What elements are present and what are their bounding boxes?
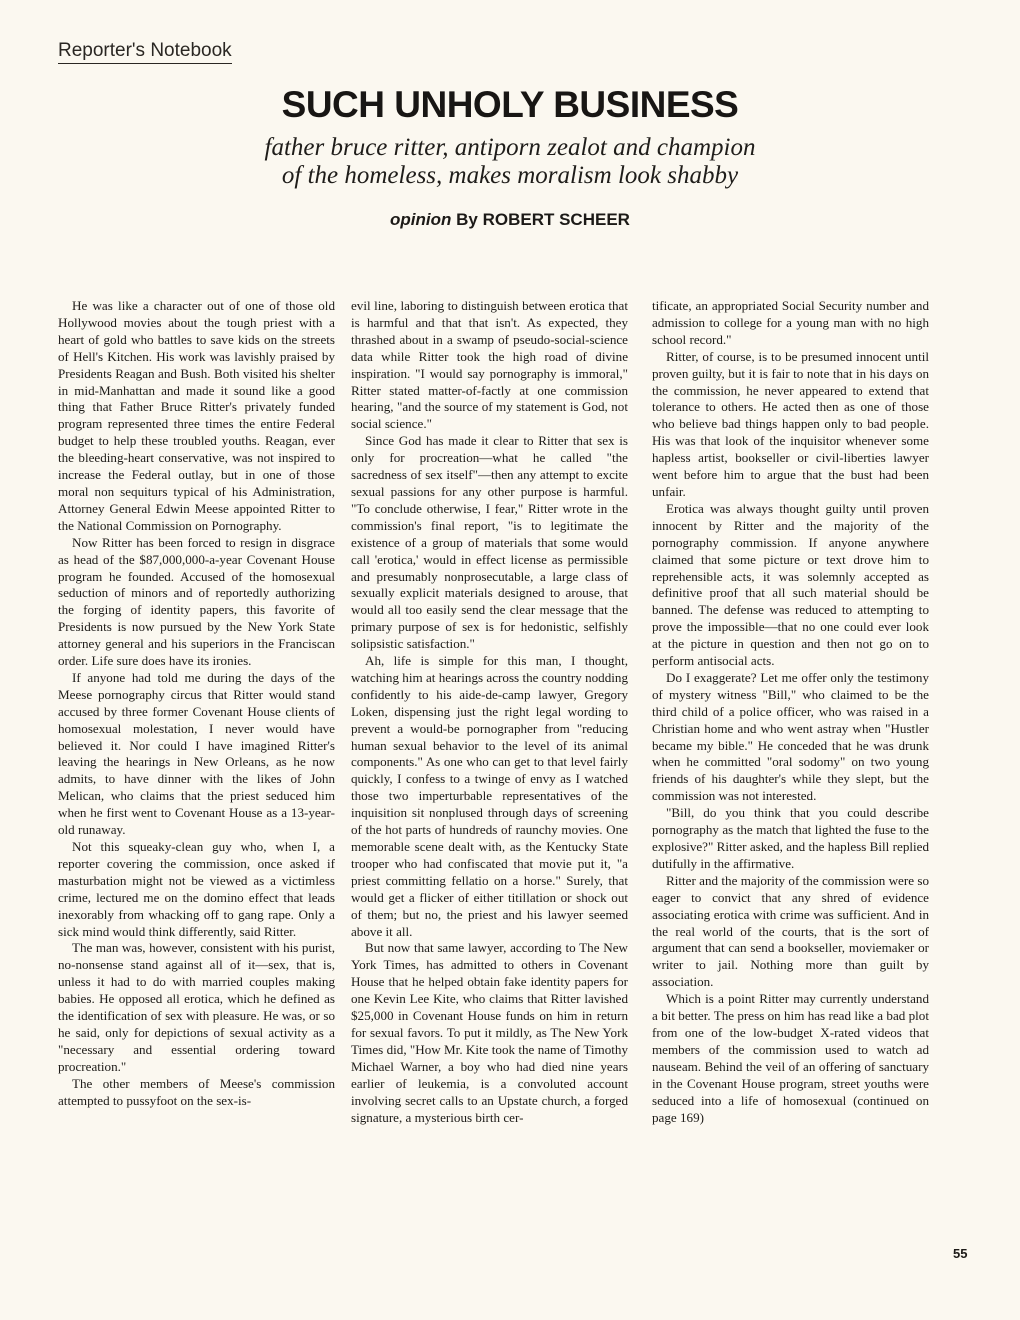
page-number: 55 bbox=[953, 1246, 968, 1261]
paragraph: Do I exaggerate? Let me offer only the testimony of mystery witness "Bill," who claimed to be the third child of a police officer, who was raised in a Christian home and who went astray when "Hustler became my bible." He conceded that he was drunk when he committed "oral sodomy" on two young friends of his daughter's while they slept, but the commission was not interested. bbox=[652, 669, 929, 804]
deck-line-2: of the homeless, makes moralism look shabby bbox=[281, 162, 739, 189]
paragraph: evil line, laboring to distinguish between erotica that is harmful and that that isn't. As expected, they thrashed about in a swamp of pseudo-social-science data while Ritter took the high road of divine inspiration. "I would say pornography is immoral," Ritter stated matter-of-factly at one commission hearing, "and the source of my statement is God, not social science." bbox=[351, 298, 628, 432]
paragraph: The other members of Meese's commission attempted to pussyfoot on the sex-is- bbox=[58, 1075, 335, 1108]
paragraph: tificate, an appropriated Social Security number and admission to college for a young man with no high school record." bbox=[652, 298, 929, 347]
paragraph: Now Ritter has been forced to resign in disgrace as head of the $87,000,000-a-year Covenant House program he founded. Accused of the homosexual seduction of minors and of reportedly authorizing the forging of identity papers, this favorite of Presidents is now pursued by the New York State attorney general and his superiors in the Franciscan order. Life sure does have its ironies. bbox=[58, 534, 335, 669]
paragraph: The man was, however, consistent with his purist, no-nonsense stand against all of it—sex, that is, unless it had to do with married couples making babies. He opposed all erotica, which he defined as the identification of sex with pleasure. He was, or so he said, only for depictions of sexual activity as a "necessary and essential ordering toward procreation." bbox=[58, 940, 335, 1074]
deck-line-1: father bruce ritter, antiporn zealot and champion bbox=[264, 134, 756, 161]
paragraph: "Bill, do you think that you could describe pornography as the match that lighted the fuse to the explosive?" Ritter asked, and the hapless Bill replied dutifully in the affirmative. bbox=[652, 805, 929, 871]
paragraph: Erotica was always thought guilty until proven innocent by Ritter and the majority of the pornography commission. If anyone anywhere claimed that some picture or text drove him to reprehensible acts, it was solemnly accepted as definitive proof that all such material should be banned. The defense was reduced to attempting to prove the impossible—that no one could ever look at the picture in question and then not go on to perform antisocial acts. bbox=[652, 500, 929, 669]
byline bbox=[0, 210, 1020, 230]
byline-label: opinion bbox=[390, 210, 452, 229]
headline: SUCH UNHOLY BUSINESS bbox=[281, 84, 739, 125]
paragraph: If anyone had told me during the days of the Meese pornography circus that Ritter would stand accused by three former Covenant House clients of homosexual molestation, I never would have believed it. Nor could I have imagined Ritter's leaving the hearings in New Orleans, as he now admits, to have dinner with the likes of John Melican, who claims that the priest seduced him when he first went to Covenant House as a 13-year-old runaway. bbox=[58, 669, 335, 838]
article-column-1 bbox=[58, 298, 335, 1110]
paragraph: Since God has made it clear to Ritter that sex is only for procreation—what he called "the sacredness of sex itself"—then any attempt to excite sexual passions for any other purpose is harmful. "To conclude otherwise, I fear," Ritter wrote in the commission's final report, "is to legitimate the existence of a group of materials that some would call 'erotica,' would in effect license as permissible and presumably nonprosecutable, a large class of sexually explicit materials designed to arouse, that would all too easily send the clear message that the primary purpose of sex is for hedonistic, selfishly solipsistic satisfaction." bbox=[351, 433, 628, 652]
article-column-2 bbox=[351, 298, 628, 1126]
article-column-3 bbox=[652, 298, 929, 1126]
paragraph: He was like a character out of one of those old Hollywood movies about the tough priest with a heart of gold who battles to save kids on the streets of Hell's Kitchen. His work was lavishly praised by Presidents Reagan and Bush. Both visited his shelter in mid-Manhattan and made it sound like a good thing that Father Bruce Ritter's privately funded program represented three times the entire Federal budget to help these troubled youths. Reagan, ever the bleeding-heart conservative, was not inspired to increase the Federal outlay, but in one of those moral non sequiturs typical of his Administration, Attorney General Edwin Meese appointed Ritter to the National Commission on Pornography. bbox=[58, 298, 335, 533]
paragraph: Ritter, of course, is to be presumed innocent until proven guilty, but it is fair to note that in his days on the commission, he never appeared to extend that tolerance to others. He acted then as one of those who believe bad things happen only to bad people. His was that look of the inquisitor whenever some hapless artist, bookseller or civil-liberties lawyer went before him to argue that the bust had been unfair. bbox=[652, 348, 929, 499]
byline-author: By ROBERT SCHEER bbox=[456, 210, 630, 229]
paragraph: Not this squeaky-clean guy who, when I, a reporter covering the commission, once asked if masturbation might not be viewed as a victimless crime, lectured me on the domino effect that leads inexorably from whacking off to gang rape. Only a sick mind would think differently, said Ritter. bbox=[58, 839, 335, 939]
paragraph: Ah, life is simple for this man, I thought, watching him at hearings across the country nodding confidently to his aide-de-camp lawyer, Gregory Loken, dispensing just the right legal wording to prevent a would-be pornographer from "reducing human sexual behavior to the level of its animal components." As one who can get to that level fairly quickly, I confess to a twinge of envy as I watched those two imperturbable representatives of the inquisition sit nonplused through days of screening of the hot parts of hundreds of raunchy movies. One memorable scene dealt with, as the Kentucky State trooper who had confiscated that movie put it, "a priest committing fellatio on a horse." Surely, that would get a flicker of either titillation or shock out of them; but no, the priest and his lawyer seemed above it all. bbox=[351, 653, 628, 939]
deck bbox=[0, 134, 1020, 190]
paragraph: Which is a point Ritter may currently understand a bit better. The press on him has read like a bad plot from one of the low-budget X-rated videos that members of the commission used to watch ad nauseam. Behind the veil of an offering of sanctuary in the Covenant House program, street youths were seduced into a life of homosexual (continued on page 169) bbox=[652, 991, 929, 1125]
paragraph: But now that same lawyer, according to The New York Times, has admitted to others in Covenant House that he helped obtain fake identity papers for one Kevin Lee Kite, who claims that Ritter lavished $25,000 in Covenant House funds on him in return for sexual favors. To put it mildly, as The New York Times did, "How Mr. Kite took the name of Timothy Michael Warner, a boy who had died nine years earlier of leukemia, is a convoluted account involving secret calls to an Upstate church, a forged signature, a mysterious birth cer- bbox=[351, 940, 628, 1125]
section-kicker: Reporter's Notebook bbox=[58, 40, 232, 64]
paragraph: Ritter and the majority of the commission were so eager to convict that any shred of evidence associating erotica with crime was sufficient. And in the real world of the courts, that is the sort of argument that can send a bookseller, moviemaker or writer to jail. Nothing more than guilt by association. bbox=[652, 872, 929, 990]
